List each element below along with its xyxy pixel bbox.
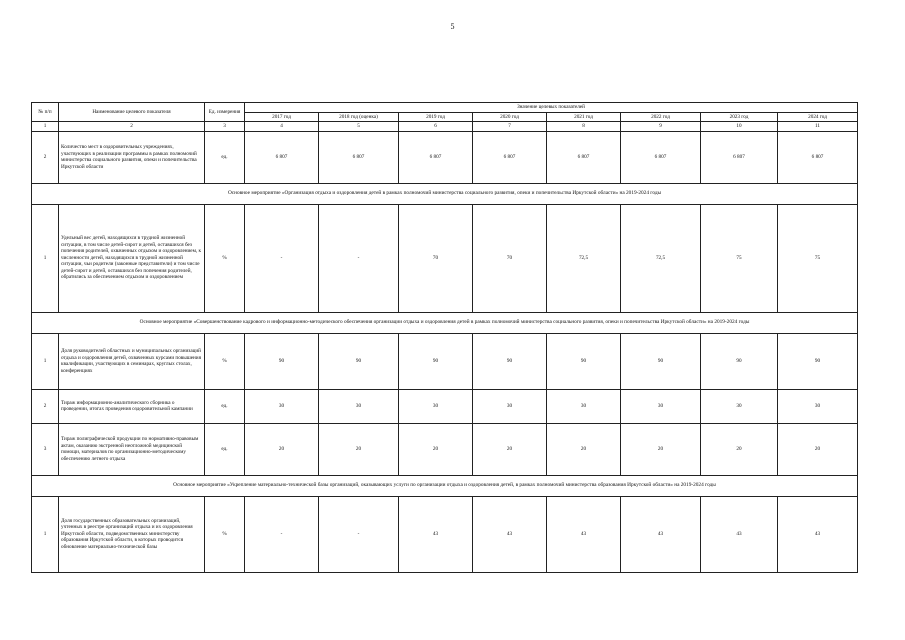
- row-value: 43: [701, 496, 778, 572]
- row-unit: ед.: [205, 131, 245, 183]
- column-index: 2: [59, 122, 205, 132]
- row-value: 30: [473, 389, 547, 423]
- header-values: Значение целевых показателей: [245, 103, 858, 113]
- row-value: 90: [473, 333, 547, 389]
- target-indicators-table: [31, 102, 858, 573]
- row-name: Количество мест в оздоровительных учреждениях, участвующих в реализации программы в рамках полномочий министерства социального развития, опеки и попечительства Иркутской области: [59, 131, 205, 183]
- section-row: [32, 475, 858, 496]
- table-row: [32, 423, 858, 475]
- row-value: 20: [399, 423, 473, 475]
- row-num: 1: [32, 333, 59, 389]
- row-name: Тираж полиграфической продукции по нормативно-правовым актам, оказанию экстренной неотложной медицинской помощи, материалов по организационно-методическому обеспечению летнего отдыха: [59, 423, 205, 475]
- row-value: 43: [473, 496, 547, 572]
- row-value: 6 807: [473, 131, 547, 183]
- row-name: Доля государственных образовательных организаций, учтенных в реестре организаций отдыха и их оздоровления Иркутской области, подведомственных министерству образования Иркутской области, в которых проводится обновление материально-технической базы: [59, 496, 205, 572]
- section-row: [32, 183, 858, 204]
- row-value: 20: [245, 423, 319, 475]
- row-value: 70: [399, 204, 473, 312]
- row-value: 20: [621, 423, 701, 475]
- column-index: 5: [319, 122, 399, 132]
- header-name: Наименование целевого показателя: [59, 103, 205, 122]
- column-index: 7: [473, 122, 547, 132]
- row-value: 20: [547, 423, 621, 475]
- section-row: [32, 312, 858, 333]
- table-row: [32, 389, 858, 423]
- row-value: 6 807: [319, 131, 399, 183]
- row-num: 1: [32, 204, 59, 312]
- table-row: [32, 496, 858, 572]
- column-index: 4: [245, 122, 319, 132]
- section-title: Основное мероприятие «Укрепление материально-технической базы организаций, оказывающих услуги по организации отдыха и оздоровления детей, в рамках полномочий министерства образования Иркутской области» на 2019-2024 годы: [32, 475, 858, 496]
- column-index: 3: [205, 122, 245, 132]
- row-value: -: [245, 204, 319, 312]
- column-index: 1: [32, 122, 59, 132]
- row-value: 30: [399, 389, 473, 423]
- row-value: -: [245, 496, 319, 572]
- column-index: 9: [621, 122, 701, 132]
- row-num: 3: [32, 423, 59, 475]
- column-index: 11: [778, 122, 858, 132]
- row-name: Доля руководителей областных и муниципальных организаций отдыха и оздоровления детей, охваченных курсами повышения квалификации, участвующих в семинарах, круглых столах, конференциях: [59, 333, 205, 389]
- row-value: 30: [778, 389, 858, 423]
- table-row: [32, 204, 858, 312]
- column-index: 10: [701, 122, 778, 132]
- row-value: 43: [547, 496, 621, 572]
- header-year: 2023 год: [701, 112, 778, 122]
- row-value: 90: [399, 333, 473, 389]
- row-value: 72,5: [621, 204, 701, 312]
- table-row: [32, 131, 858, 183]
- header-year: 2022 год: [621, 112, 701, 122]
- row-unit: %: [205, 496, 245, 572]
- row-value: 30: [245, 389, 319, 423]
- header-year: 2020 год: [473, 112, 547, 122]
- row-value: 90: [621, 333, 701, 389]
- header-year: 2024 год: [778, 112, 858, 122]
- section-title: Основное мероприятие «Организация отдыха и оздоровления детей в рамках полномочий министерства социального развития, опеки и попечительства Иркутской области» на 2019-2024 годы: [32, 183, 858, 204]
- row-value: 90: [701, 333, 778, 389]
- row-value: 6 807: [621, 131, 701, 183]
- header-year: 2018 год (оценка): [319, 112, 399, 122]
- table-row: [32, 333, 858, 389]
- row-value: 30: [621, 389, 701, 423]
- header-year: 2021 год: [547, 112, 621, 122]
- row-value: 30: [547, 389, 621, 423]
- row-value: 6 807: [701, 131, 778, 183]
- row-value: 20: [319, 423, 399, 475]
- row-value: 75: [778, 204, 858, 312]
- row-value: 30: [319, 389, 399, 423]
- row-value: 6 807: [245, 131, 319, 183]
- header-year: 2017 год: [245, 112, 319, 122]
- row-value: 43: [621, 496, 701, 572]
- row-unit: %: [205, 204, 245, 312]
- row-name: Тираж информационно-аналитического сборника о проведении, итогах проведения оздоровительной кампании: [59, 389, 205, 423]
- row-value: 6 807: [547, 131, 621, 183]
- row-value: -: [319, 496, 399, 572]
- row-value: 90: [778, 333, 858, 389]
- row-name: Удельный вес детей, находящихся в трудной жизненной ситуации, в том числе детей-сирот и детей, оставшихся без попечения родителей, охваченных отдыхом и оздоровлением, к численности детей, находящихся в трудной жизненной ситуации, чьи родители (законные представители) и том числе детей-сирот и детей, оставшихся без попечения родителей, обратились за обеспечением отдыхом и оздоровлением: [59, 204, 205, 312]
- row-num: 2: [32, 131, 59, 183]
- row-value: 6 807: [399, 131, 473, 183]
- header-unit: Ед. измерения: [205, 103, 245, 122]
- column-index: 6: [399, 122, 473, 132]
- column-index: 8: [547, 122, 621, 132]
- row-value: 43: [778, 496, 858, 572]
- row-value: 20: [701, 423, 778, 475]
- row-unit: ед.: [205, 389, 245, 423]
- row-unit: %: [205, 333, 245, 389]
- row-value: 6 807: [778, 131, 858, 183]
- row-unit: ед.: [205, 423, 245, 475]
- row-value: 72,5: [547, 204, 621, 312]
- row-value: -: [319, 204, 399, 312]
- section-title: Основное мероприятие «Совершенствование кадрового и информационно-методического обеспечения организации отдыха и оздоровления детей в рамках полномочий министерства социального развития, опеки и попечительства Иркутской области» на 2019-2024 годы: [32, 312, 858, 333]
- row-num: 2: [32, 389, 59, 423]
- row-value: 30: [701, 389, 778, 423]
- row-value: 75: [701, 204, 778, 312]
- page-number: 5: [450, 22, 455, 31]
- row-value: 70: [473, 204, 547, 312]
- row-value: 90: [547, 333, 621, 389]
- row-value: 20: [473, 423, 547, 475]
- row-value: 90: [245, 333, 319, 389]
- row-value: 43: [399, 496, 473, 572]
- row-value: 20: [778, 423, 858, 475]
- header-year: 2019 год: [399, 112, 473, 122]
- row-value: 90: [319, 333, 399, 389]
- header-num: № п/п: [32, 103, 59, 122]
- row-num: 1: [32, 496, 59, 572]
